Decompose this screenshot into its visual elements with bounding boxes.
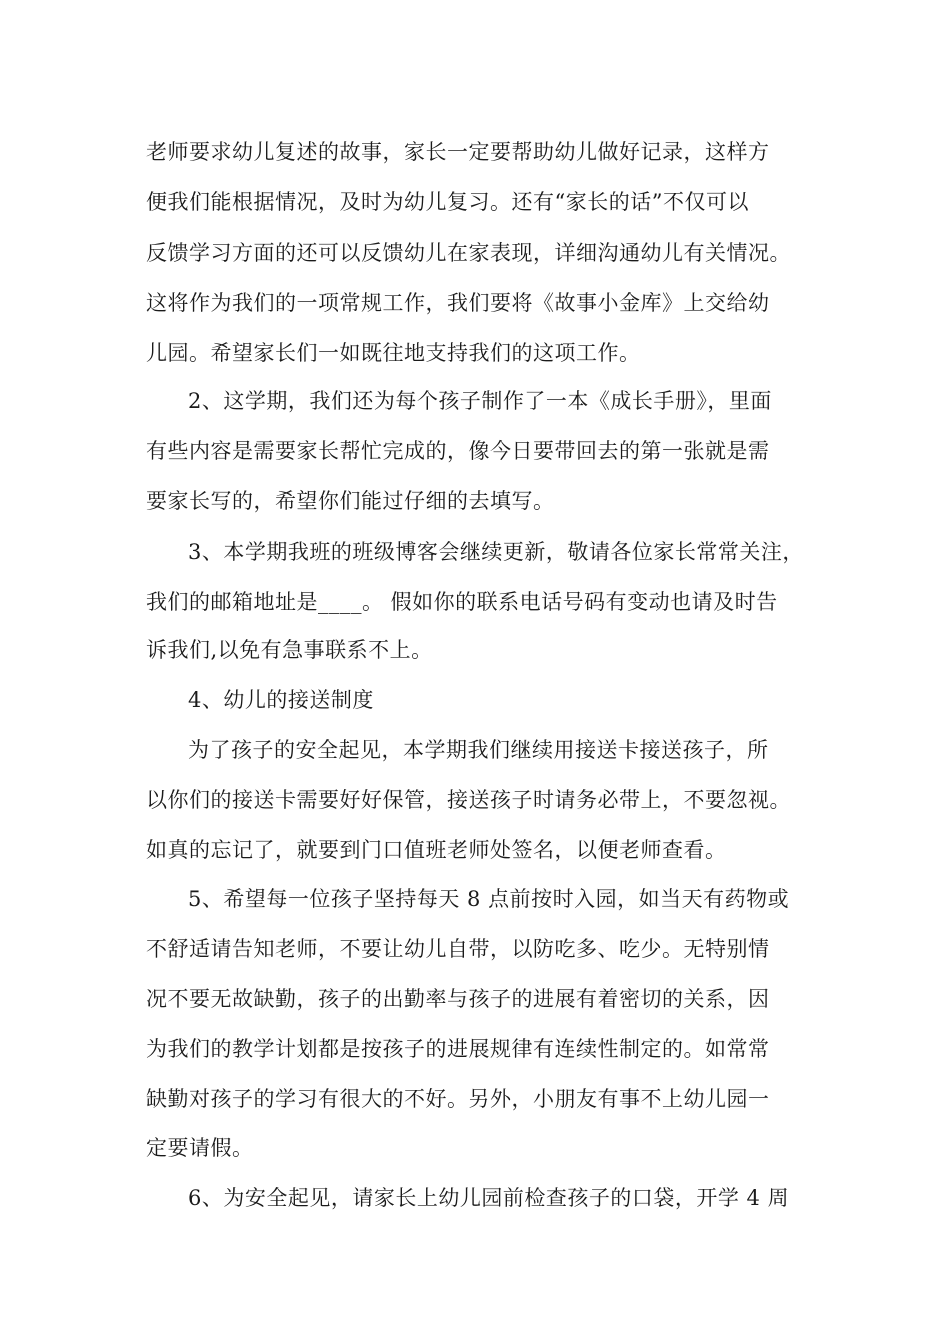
paragraph-start-line: 3、本学期我班的班级博客会继续更新，敬请各位家长常常关注，: [188, 540, 804, 564]
text-line: 有些内容是需要家长帮忙完成的，像今日要带回去的第一张就是需: [146, 439, 770, 463]
text-line: 老师要求幼儿复述的故事，家长一定要帮助幼儿做好记录，这样方: [146, 140, 770, 164]
text-line: 便我们能根据情况，及时为幼儿复习。还有“家长的话”不仅可以: [146, 190, 749, 214]
paragraph-start-line: 5、希望每一位孩子坚持每天 8 点前按时入园，如当天有药物或: [188, 887, 790, 911]
text-line: 要家长写的，希望你们能过仔细的去填写。: [146, 489, 555, 513]
text-line: 儿园。希望家长们一如既往地支持我们的这项工作。: [146, 341, 641, 365]
text-line: 反馈学习方面的还可以反馈幼儿在家表现，详细沟通幼儿有关情况。: [146, 241, 791, 265]
paragraph-start-line: 为了孩子的安全起见，本学期我们继续用接送卡接送孩子，所: [188, 738, 769, 762]
text-line: 诉我们,以免有急事联系不上。: [146, 638, 433, 662]
section-heading: 4、幼儿的接送制度: [188, 688, 374, 712]
text-line: 缺勤对孩子的学习有很大的不好。另外，小朋友有事不上幼儿园一: [146, 1087, 770, 1111]
text-line: 以你们的接送卡需要好好保管，接送孩子时请务必带上，不要忽视。: [146, 788, 791, 812]
text-line: 定要请假。: [146, 1136, 254, 1160]
text-line: 如真的忘记了，就要到门口值班老师处签名，以便老师查看。: [146, 838, 727, 862]
paragraph-start-line: 2、这学期，我们还为每个孩子制作了一本《成长手册》，里面: [188, 389, 772, 413]
paragraph-start-line: 6、为安全起见，请家长上幼儿园前检查孩子的口袋，开学 4 周: [188, 1186, 790, 1210]
text-line: 这将作为我们的一项常规工作，我们要将《故事小金库》上交给幼: [146, 291, 770, 315]
text-line: 不舒适请告知老师，不要让幼儿自带，以防吃多、吃少。无特别情: [146, 937, 770, 961]
text-line: 况不要无故缺勤，孩子的出勤率与孩子的进展有着密切的关系，因: [146, 987, 770, 1011]
text-line: 为我们的教学计划都是按孩子的进展规律有连续性制定的。如常常: [146, 1037, 770, 1061]
text-line: 我们的邮箱地址是____。 假如你的联系电话号码有变动也请及时告: [146, 590, 778, 614]
